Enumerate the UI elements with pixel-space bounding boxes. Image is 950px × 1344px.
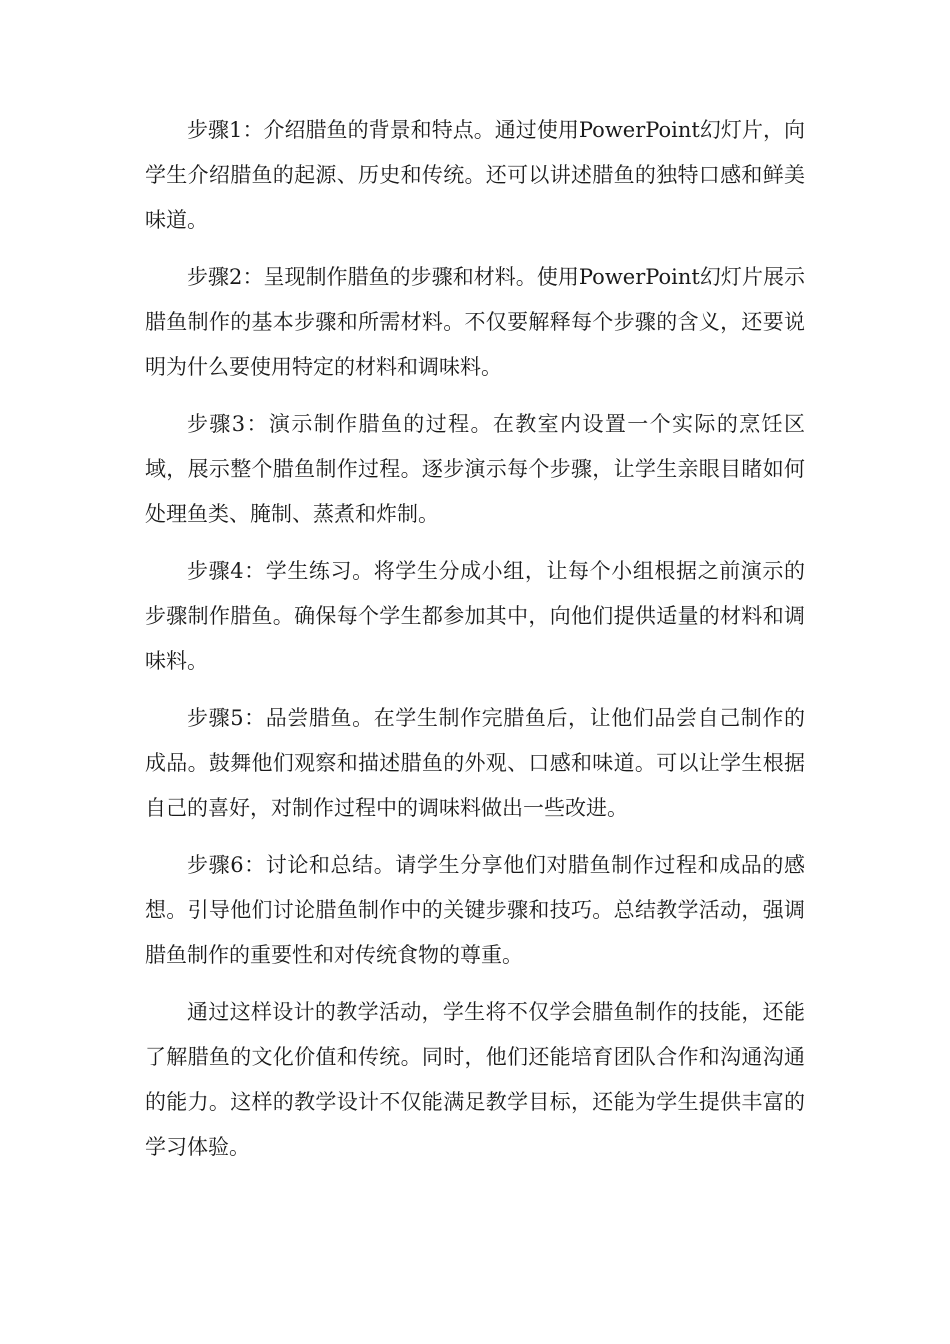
paragraph-step-3: 步骤3：演示制作腊鱼的过程。在教室内设置一个实际的烹饪区域，展示整个腊鱼制作过程。逐步演示每个步骤，让学生亲眼目睹如何处理鱼类、腌制、蒸煮和炸制。 [145, 412, 805, 526]
paragraph-summary: 通过这样设计的教学活动，学生将不仅学会腊鱼制作的技能，还能了解腊鱼的文化价值和传统。同时，他们还能培育团队合作和沟通沟通的能力。这样的教学设计不仅能满足教学目标，还能为学生提供丰富的学习体验。 [145, 1000, 805, 1159]
document-body [145, 108, 805, 1182]
paragraph-step-1: 步骤1：介绍腊鱼的背景和特点。通过使用PowerPoint幻灯片，向学生介绍腊鱼的起源、历史和传统。还可以讲述腊鱼的独特口感和鲜美味道。 [145, 118, 805, 232]
paragraph-step-5: 步骤5：品尝腊鱼。在学生制作完腊鱼后，让他们品尝自己制作的成品。鼓舞他们观察和描述腊鱼的外观、口感和味道。可以让学生根据自己的喜好，对制作过程中的调味料做出一些改进。 [145, 706, 805, 820]
paragraph-step-4: 步骤4：学生练习。将学生分成小组，让每个小组根据之前演示的步骤制作腊鱼。确保每个学生都参加其中，向他们提供适量的材料和调味料。 [145, 559, 805, 673]
paragraph-step-2: 步骤2：呈现制作腊鱼的步骤和材料。使用PowerPoint幻灯片展示腊鱼制作的基本步骤和所需材料。不仅要解释每个步骤的含义，还要说明为什么要使用特定的材料和调味料。 [145, 265, 805, 379]
paragraph-step-6: 步骤6：讨论和总结。请学生分享他们对腊鱼制作过程和成品的感想。引导他们讨论腊鱼制作中的关键步骤和技巧。总结教学活动，强调腊鱼制作的重要性和对传统食物的尊重。 [145, 853, 805, 967]
